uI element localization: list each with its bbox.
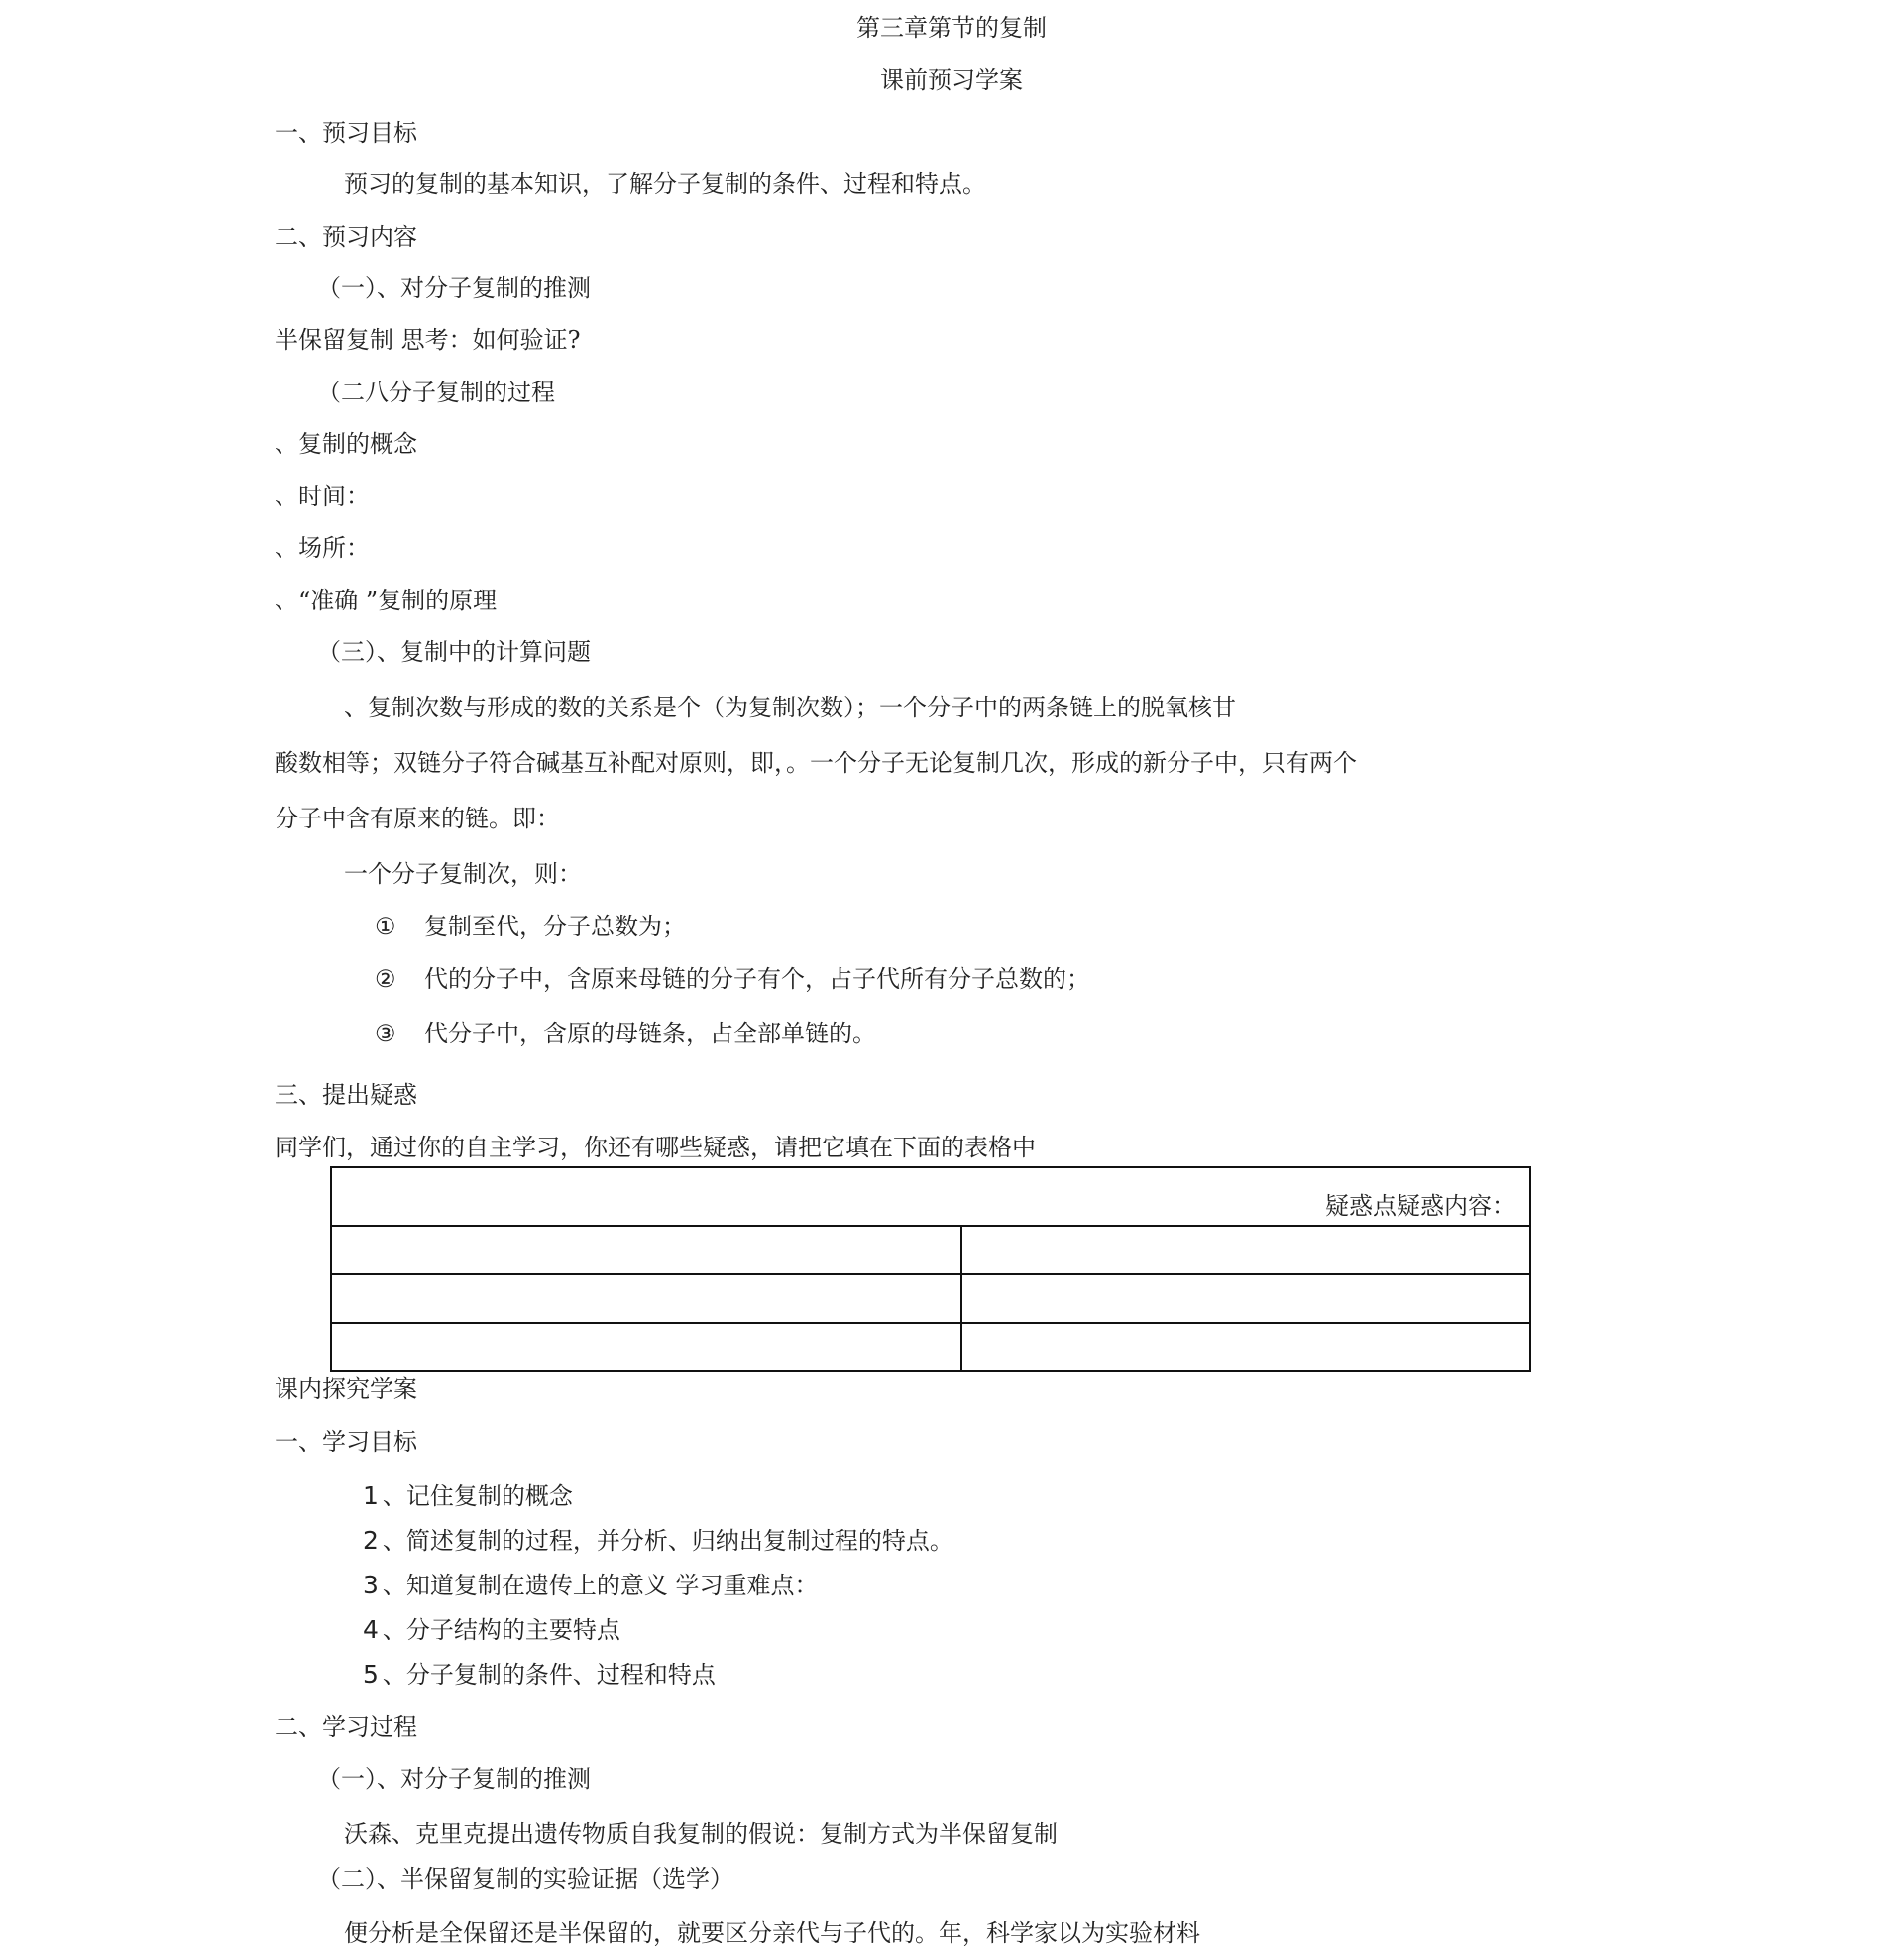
pre-item-place: 、场所：	[275, 534, 370, 562]
goal-text: 、简述复制的过程，并分析、归纳出复制过程的特点。	[382, 1527, 953, 1555]
process-section-2: （二）、半保留复制的实验证据（选学）	[317, 1865, 733, 1893]
goal-number: 1	[363, 1481, 379, 1510]
goal-item	[363, 1660, 716, 1689]
goal-item	[363, 1615, 620, 1645]
doubt-table-header-row	[331, 1167, 1530, 1226]
goal-item	[363, 1526, 953, 1556]
goal-text: 、分子复制的条件、过程和特点	[382, 1661, 716, 1688]
doubt-point-cell[interactable]	[331, 1274, 961, 1323]
goal-text: 、记住复制的概念	[382, 1482, 573, 1510]
doubt-instruction: 同学们，通过你的自主学习，你还有哪些疑惑，请把它填在下面的表格中	[275, 1134, 1036, 1161]
calc-item-2-text: 代的分子中，含原来母链的分子有个，占子代所有分子总数的；	[424, 965, 1090, 993]
goal-number: 3	[363, 1571, 379, 1599]
pre-item-principle: 、“准确 ”复制的原理	[275, 587, 498, 614]
goal-number: 5	[363, 1660, 379, 1688]
calc-item-1-text: 复制至代，分子总数为；	[424, 913, 686, 940]
circled-1-mark: ①	[375, 913, 396, 940]
inclass-title: 课内探究学案	[275, 1375, 417, 1403]
goal-item	[363, 1481, 573, 1511]
doc-title: 第三章第节的复制	[856, 14, 1047, 42]
goal-number: 4	[363, 1615, 379, 1644]
calc-item-3-text: 代分子中，含原的母链条，占全部单链的。	[424, 1020, 876, 1047]
pre-goal-heading: 一、预习目标	[275, 119, 417, 147]
pre-item-concept: 、复制的概念	[275, 430, 417, 458]
doubt-heading: 三、提出疑惑	[275, 1081, 417, 1109]
calc-item-3	[375, 1019, 876, 1048]
doubt-table-row	[331, 1274, 1530, 1323]
calc-paragraph-line-1: 、复制次数与形成的数的关系是个（为复制次数）；一个分子中的两条链上的脱氧核甘	[344, 694, 1236, 721]
doubt-table-row	[331, 1323, 1530, 1371]
goal-text: 、知道复制在遗传上的意义 学习重难点：	[382, 1572, 819, 1599]
inclass-goal-heading: 一、学习目标	[275, 1428, 417, 1456]
doubt-table-row	[331, 1226, 1530, 1274]
calc-paragraph-line-3: 分子中含有原来的链。即：	[275, 805, 560, 832]
process-heading: 二、学习过程	[275, 1713, 417, 1741]
doubt-content-cell[interactable]	[961, 1323, 1530, 1371]
goal-text: 、分子结构的主要特点	[382, 1616, 620, 1644]
circled-3-mark: ③	[375, 1020, 396, 1047]
process-section-2-text: 便分析是全保留还是半保留的，就要区分亲代与子代的。年，科学家以为实验材料	[344, 1919, 1200, 1947]
calc-item-1	[375, 912, 686, 941]
pre-section-1: （一）、对分子复制的推测	[317, 274, 591, 302]
pre-section-3: （三）、复制中的计算问题	[317, 638, 591, 666]
goal-number: 2	[363, 1526, 379, 1555]
calc-paragraph-line-2: 酸数相等；双链分子符合碱基互补配对原则，即，。一个分子无论复制几次，形成的新分子中，只有两个	[275, 749, 1357, 777]
process-section-1: （一）、对分子复制的推测	[317, 1765, 591, 1793]
calc-paragraph-line-4: 一个分子复制次，则：	[344, 860, 582, 888]
doubt-table	[330, 1166, 1531, 1372]
doc-subtitle: 课前预习学案	[880, 66, 1023, 94]
doubt-point-cell[interactable]	[331, 1226, 961, 1274]
pre-content-heading: 二、预习内容	[275, 223, 417, 251]
pre-goal-text: 预习的复制的基本知识，了解分子复制的条件、过程和特点。	[344, 170, 986, 198]
pre-section-1-line: 半保留复制 思考：如何验证?	[275, 326, 581, 354]
calc-item-2	[375, 964, 1090, 994]
pre-item-time: 、时间：	[275, 483, 370, 510]
pre-section-2: （二八分子复制的过程	[317, 379, 555, 406]
process-section-1-text: 沃森、克里克提出遗传物质自我复制的假说：复制方式为半保留复制	[344, 1820, 1058, 1848]
circled-2-mark: ②	[375, 965, 396, 993]
doubt-content-cell[interactable]	[961, 1274, 1530, 1323]
doubt-content-cell[interactable]	[961, 1226, 1530, 1274]
doubt-point-cell[interactable]	[331, 1323, 961, 1371]
doubt-table-header: 疑惑点疑惑内容：	[331, 1167, 1530, 1226]
goal-item	[363, 1571, 819, 1600]
